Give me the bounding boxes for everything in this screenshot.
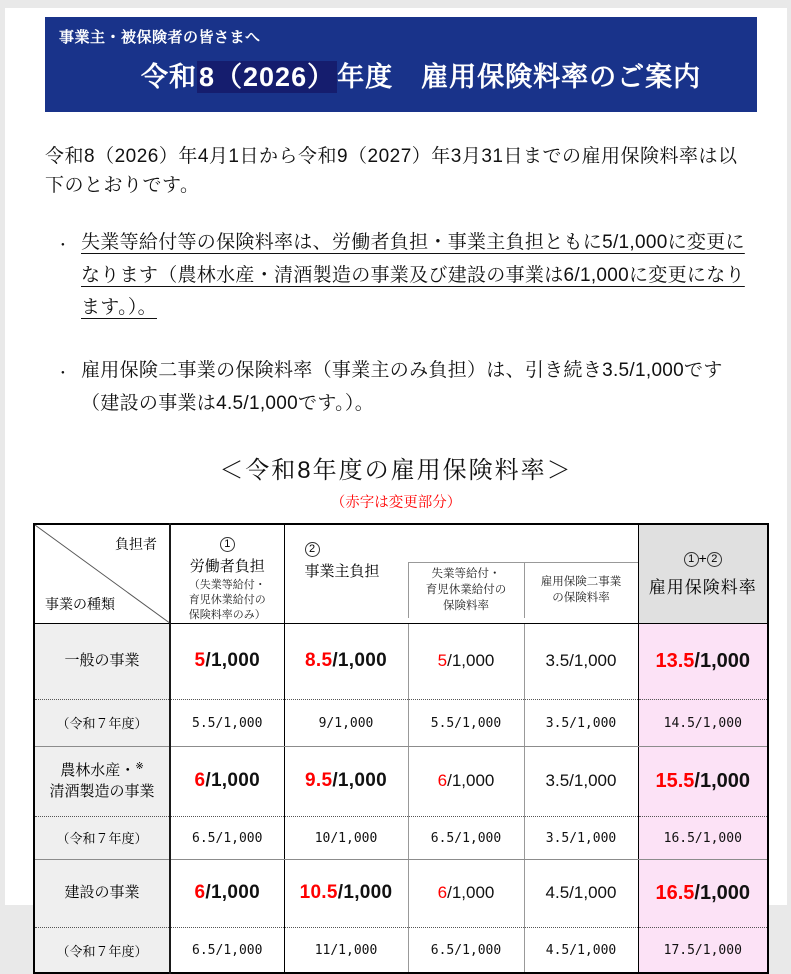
bullet-list [45,227,747,420]
benefit-rate-subheader: 失業等給付・ 育児休業給付の 保険料率 [408,562,524,618]
benefit-rate-prev-cell: 6.5/1,000 [408,927,524,973]
benefit-rate-cell: 5/1,000 [408,623,524,699]
total-rate-cell: 15.5/1,000 [638,746,768,816]
benefit-rate-cell: 6/1,000 [408,746,524,816]
prev-year-label: （令和７年度） [34,816,170,859]
employer-rate-prev-cell: 11/1,000 [284,927,408,973]
employer-burden-header: 2 事業主負担 失業等給付・ 育児休業給付の 保険料率 雇用保険二事業 の保険料率 [284,524,638,623]
total-rate-cell: 16.5/1,000 [638,859,768,927]
benefit-rate-prev-cell: 5.5/1,000 [408,699,524,746]
worker-burden-header: 1 労働者負担 （失業等給付・ 育児休業給付の 保険料率のみ） [170,524,284,623]
bullet-icon: ・ [55,236,71,253]
document-page [5,8,787,959]
employer-rate-prev-cell: 9/1,000 [284,699,408,746]
banner-eyebrow: 事業主・被保険者の皆さまへ [59,29,261,46]
nijigyo-rate-cell: 3.5/1,000 [524,746,638,816]
circled-2-icon: 2 [707,552,722,567]
insurance-rate-table [33,523,769,974]
page-title [59,55,743,94]
worker-rate-prev-cell: 6.5/1,000 [170,816,284,859]
business-type-cell: 建設の事業 [34,859,170,927]
worker-rate-prev-cell: 5.5/1,000 [170,699,284,746]
employer-rate-prev-cell: 10/1,000 [284,816,408,859]
prev-year-label: （令和７年度） [34,699,170,746]
title-suffix: 年度 雇用保険料率のご案内 [337,62,702,92]
prev-year-label: （令和７年度） [34,927,170,973]
benefit-rate-prev-cell: 6.5/1,000 [408,816,524,859]
nijigyo-rate-prev-cell: 3.5/1,000 [524,816,638,859]
nijigyo-rate-cell: 4.5/1,000 [524,859,638,927]
title-banner [45,17,757,112]
business-type-cell: 農林水産・※ 清酒製造の事業 [34,746,170,816]
benefit-rate-cell: 6/1,000 [408,859,524,927]
bullet-icon: ・ [55,364,71,381]
circled-1-icon: 1 [684,552,699,567]
corner-business-label: 事業の種類 [45,595,115,612]
worker-rate-cell: 5/1,000 [170,623,284,699]
title-highlight: 8（2026） [199,62,336,92]
table-title: ＜令和8年度の雇用保険料率＞ [219,457,573,485]
table-row-general-prev-year [34,699,768,746]
total-rate-prev-cell: 14.5/1,000 [638,699,768,746]
employer-rate-cell: 9.5/1,000 [284,746,408,816]
table-note-red: （赤字は変更部分） [330,495,462,512]
circled-1-icon: 1 [220,537,235,552]
total-rate-prev-cell: 17.5/1,000 [638,927,768,973]
table-header-row [34,524,768,623]
bullet-text: 失業等給付等の保険料率は、労働者負担・事業主負担ともに5/1,000に変更になります（農林水産・清酒製造の事業及び建設の事業は6/1,000に変更になります。）。 [81,231,745,319]
title-prefix: 令和 [141,62,197,92]
circled-2-icon: 2 [305,542,320,557]
total-rate-header: 1 + 2 雇用保険料率 [638,524,768,623]
nijigyo-rate-cell: 3.5/1,000 [524,623,638,699]
table-row-agriculture-main [34,746,768,816]
total-rate-prev-cell: 16.5/1,000 [638,816,768,859]
table-row-construction-main [34,859,768,927]
worker-rate-prev-cell: 6.5/1,000 [170,927,284,973]
employer-rate-cell: 10.5/1,000 [284,859,408,927]
corner-header-cell [34,524,170,623]
nijigyo-rate-prev-cell: 3.5/1,000 [524,699,638,746]
nijigyo-rate-subheader: 雇用保険二事業 の保険料率 [524,562,638,618]
bullet-item-nijigyo [45,355,747,420]
corner-burden-label: 負担者 [115,536,157,553]
nijigyo-rate-prev-cell: 4.5/1,000 [524,927,638,973]
business-type-cell: 一般の事業 [34,623,170,699]
table-row-general-main [34,623,768,699]
bullet-text: 雇用保険二事業の保険料率（事業主のみ負担）は、引き続き3.5/1,000です（建設の事業は4.5/1,000です。）。 [81,359,723,414]
total-rate-cell: 13.5/1,000 [638,623,768,699]
table-row-agriculture-prev-year [34,816,768,859]
table-row-construction-prev-year [34,927,768,973]
intro-paragraph: 令和8（2026）年4月1日から令和9（2027）年3月31日までの雇用保険料率は以下のとおりです。 [45,146,738,197]
worker-rate-cell: 6/1,000 [170,746,284,816]
bullet-item-rate-change [45,227,747,325]
worker-rate-cell: 6/1,000 [170,859,284,927]
employer-rate-cell: 8.5/1,000 [284,623,408,699]
